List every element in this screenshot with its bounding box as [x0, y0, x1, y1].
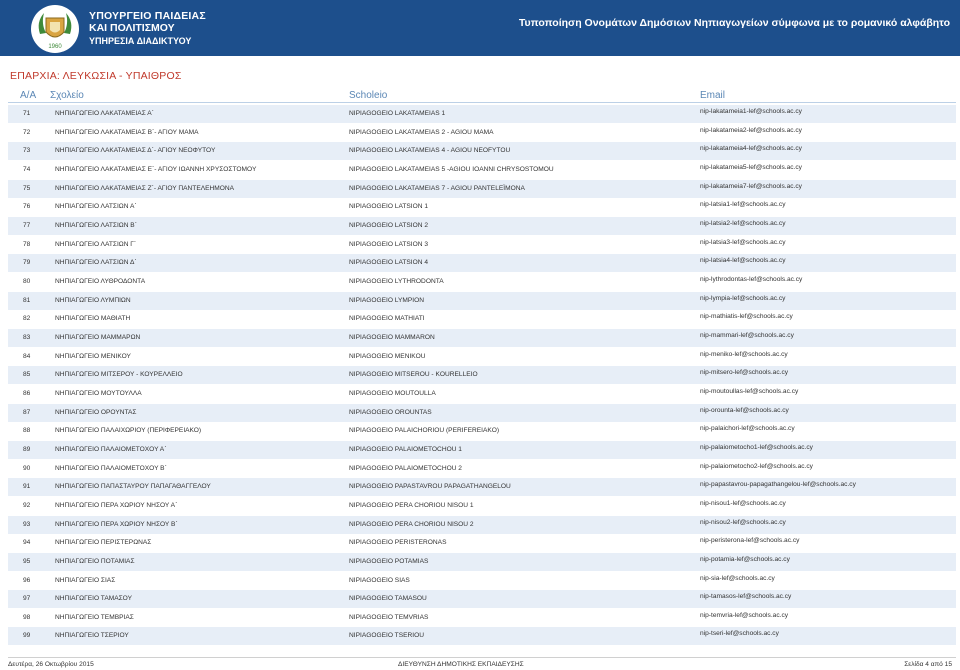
school-name-greek: ΝΗΠΙΑΓΩΓΕΙΟ ΛΑΚΑΤΑΜΕΙΑΣ Ζ΄- ΑΓΙΟΥ ΠΑΝΤΕΛΕΗΜΟΝΑ [55, 184, 235, 192]
table-row [8, 180, 956, 198]
table-row [8, 292, 956, 310]
school-name-latin: NIPIAGOGEIO TAMASOU [349, 595, 427, 603]
row-number: 80 [23, 277, 31, 285]
table-row [8, 497, 956, 515]
table-row [8, 460, 956, 478]
school-email: nip-latsia4-lef@schools.ac.cy [700, 257, 786, 265]
school-name-latin: NIPIAGOGEIO MAMMARON [349, 333, 435, 341]
row-number: 83 [23, 333, 31, 341]
school-name-latin: NIPIAGOGEIO PERA CHORIOU NISOU 2 [349, 520, 474, 528]
school-name-latin: NIPIAGOGEIO PAPASTAVROU PAPAGATHANGELOU [349, 483, 511, 491]
table-row [8, 609, 956, 627]
row-number: 97 [23, 595, 31, 603]
school-name-greek: ΝΗΠΙΑΓΩΓΕΙΟ ΠΕΡΑ ΧΩΡΙΟΥ ΝΗΣΟΥ Β΄ [55, 520, 178, 528]
row-number: 87 [23, 408, 31, 416]
school-name-greek: ΝΗΠΙΑΓΩΓΕΙΟ ΤΕΜΒΡΙΑΣ [55, 613, 134, 621]
table-row [8, 553, 956, 571]
school-name-latin: NIPIAGOGEIO PALAIOMETOCHOU 2 [349, 464, 462, 472]
school-email: nip-palaiometocho1-lef@schools.ac.cy [700, 443, 813, 451]
school-name-latin: NIPIAGOGEIO LYMPION [349, 296, 424, 304]
school-name-latin: NIPIAGOGEIO SIAS [349, 576, 410, 584]
page-header [0, 0, 960, 56]
school-email: nip-lakatameia1-lef@schools.ac.cy [700, 108, 802, 115]
header-divider [8, 102, 956, 103]
row-number: 99 [23, 632, 31, 640]
school-email: nip-papastavrou-papagathangelou-lef@schools.ac.cy [700, 481, 856, 489]
table-row [8, 534, 956, 552]
row-number: 89 [23, 445, 31, 453]
school-name-latin: NIPIAGOGEIO LAKATAMEIAS 7 - AGIOU PANTELEÏMONA [349, 184, 525, 192]
org-name-line1: ΥΠΟΥΡΓΕΙΟ ΠΑΙΔΕΙΑΣ [89, 10, 206, 22]
school-name-greek: ΝΗΠΙΑΓΩΓΕΙΟ ΛΑΚΑΤΑΜΕΙΑΣ Α΄ [55, 110, 154, 117]
row-number: 73 [23, 147, 31, 155]
table-row [8, 273, 956, 291]
school-name-greek: ΝΗΠΙΑΓΩΓΕΙΟ ΛΑΤΣΙΩΝ Γ΄ [55, 240, 137, 248]
school-name-greek: ΝΗΠΙΑΓΩΓΕΙΟ ΜΑΜΜΑΡΩΝ [55, 333, 141, 341]
school-name-greek: ΝΗΠΙΑΓΩΓΕΙΟ ΛΑΤΣΙΩΝ Α΄ [55, 203, 137, 211]
school-email: nip-lakatameia7-lef@schools.ac.cy [700, 182, 802, 190]
table-row [8, 478, 956, 496]
row-number: 93 [23, 520, 31, 528]
school-name-greek: ΝΗΠΙΑΓΩΓΕΙΟ ΠΑΛΑΙΧΩΡΙΟΥ (ΠΕΡΙΦΕΡΕΙΑΚΟ) [55, 427, 202, 435]
row-number: 76 [23, 203, 31, 211]
school-name-latin: NIPIAGOGEIO LAKATAMEIAS 2 - AGIOU MAMA [349, 128, 494, 136]
row-number: 91 [23, 483, 31, 491]
school-email: nip-sia-lef@schools.ac.cy [700, 574, 775, 582]
school-email: nip-mitsero-lef@schools.ac.cy [700, 369, 789, 377]
column-header-email: Email [700, 90, 726, 101]
table-row [8, 217, 956, 235]
column-header-latin-name: Scholeio [349, 90, 388, 101]
school-name-greek: ΝΗΠΙΑΓΩΓΕΙΟ ΤΑΜΑΣΟΥ [55, 595, 132, 603]
school-name-greek: ΝΗΠΙΑΓΩΓΕΙΟ ΛΑΚΑΤΑΜΕΙΑΣ Ε΄- ΑΓΙΟΥ ΙΩΑΝΝΗ ΧΡΥΣΟΣΤΟΜΟΥ [55, 165, 257, 173]
school-email: nip-lakatameia5-lef@schools.ac.cy [700, 163, 802, 171]
row-number: 86 [23, 389, 31, 397]
school-email: nip-latsia1-lef@schools.ac.cy [700, 201, 786, 209]
school-email: nip-latsia3-lef@schools.ac.cy [700, 238, 786, 246]
table-row [8, 236, 956, 254]
school-name-greek: ΝΗΠΙΑΓΩΓΕΙΟ ΠΑΠΑΣΤΑΥΡΟΥ ΠΑΠΑΓΑΘΑΓΓΕΛΟΥ [55, 483, 211, 491]
table-row [8, 161, 956, 179]
table-row [8, 404, 956, 422]
table-row [8, 254, 956, 272]
table-row [8, 366, 956, 384]
school-email: nip-moutoullas-lef@schools.ac.cy [700, 387, 799, 395]
school-name-latin: NIPIAGOGEIO LATSION 2 [349, 221, 429, 229]
school-email: nip-peristerona-lef@schools.ac.cy [700, 537, 800, 545]
school-name-greek: ΝΗΠΙΑΓΩΓΕΙΟ ΛΑΤΣΙΩΝ Β΄ [55, 221, 137, 229]
school-name-greek: ΝΗΠΙΑΓΩΓΕΙΟ ΠΕΡΑ ΧΩΡΙΟΥ ΝΗΣΟΥ Α΄ [55, 501, 178, 509]
row-number: 79 [23, 259, 31, 267]
column-header-number: Α/Α [20, 90, 37, 101]
table-row [8, 627, 956, 645]
school-name-latin: NIPIAGOGEIO LAKATAMEIAS 4 - AGIOU NEOFYTOU [349, 147, 511, 155]
table-row [8, 348, 956, 366]
row-number: 72 [23, 128, 31, 136]
school-name-latin: NIPIAGOGEIO PERISTERONAS [349, 539, 447, 547]
school-email: nip-latsia2-lef@schools.ac.cy [700, 219, 786, 227]
school-name-latin: NIPIAGOGEIO LATSION 4 [349, 259, 429, 267]
school-email: nip-lakatameia2-lef@schools.ac.cy [700, 126, 802, 134]
row-number: 92 [23, 501, 31, 509]
row-number: 82 [23, 315, 31, 323]
school-name-latin: NIPIAGOGEIO TEMVRIAS [349, 613, 429, 621]
school-name-latin: NIPIAGOGEIO TSERIOU [349, 632, 424, 640]
school-name-latin: NIPIAGOGEIO LAKATAMEIAS 1 [349, 110, 446, 117]
school-name-latin: NIPIAGOGEIO MITSEROU - KOURELLEIO [349, 371, 478, 379]
org-service-name: ΥΠΗΡΕΣΙΑ ΔΙΑΔΙΚΤΥΟΥ [89, 36, 192, 46]
row-number: 84 [23, 352, 31, 360]
school-name-latin: NIPIAGOGEIO PERA CHORIOU NISOU 1 [349, 501, 474, 509]
svg-text:1960: 1960 [48, 44, 62, 50]
row-number: 95 [23, 557, 31, 565]
school-name-greek: ΝΗΠΙΑΓΩΓΕΙΟ ΛΥΘΡΟΔΟΝΤΑ [55, 277, 146, 285]
school-name-greek: ΝΗΠΙΑΓΩΓΕΙΟ ΠΑΛΑΙΟΜΕΤΟΧΟΥ Α΄ [55, 445, 167, 453]
school-name-greek: ΝΗΠΙΑΓΩΓΕΙΟ ΣΙΑΣ [55, 576, 116, 584]
row-number: 94 [23, 539, 31, 547]
school-name-greek: ΝΗΠΙΑΓΩΓΕΙΟ ΠΑΛΑΙΟΜΕΤΟΧΟΥ Β΄ [55, 464, 167, 472]
school-email: nip-nisou2-lef@schools.ac.cy [700, 518, 786, 526]
school-name-latin: NIPIAGOGEIO MENIKOU [349, 352, 426, 360]
row-number: 85 [23, 371, 31, 379]
school-email: nip-lympia-lef@schools.ac.cy [700, 294, 786, 302]
school-name-greek: ΝΗΠΙΑΓΩΓΕΙΟ ΠΟΤΑΜΙΑΣ [55, 557, 135, 565]
school-name-greek: ΝΗΠΙΑΓΩΓΕΙΟ ΛΥΜΠΙΩΝ [55, 296, 131, 304]
column-header-greek-name: Σχολείο [50, 90, 84, 101]
school-name-greek: ΝΗΠΙΑΓΩΓΕΙΟ ΜΑΘΙΑΤΗ [55, 315, 131, 323]
row-number: 90 [23, 464, 31, 472]
table-row [8, 590, 956, 608]
school-name-latin: NIPIAGOGEIO MATHIATI [349, 315, 425, 323]
school-name-latin: NIPIAGOGEIO MOUTOULLA [349, 389, 436, 397]
footer-divider [8, 657, 956, 658]
row-number: 74 [23, 165, 31, 173]
table-row [8, 105, 956, 123]
school-name-greek: ΝΗΠΙΑΓΩΓΕΙΟ ΜΕΝΙΚΟΥ [55, 352, 131, 360]
footer-department: ΔΙΕΥΘΥΝΣΗ ΔΗΜΟΤΙΚΗΣ ΕΚΠΑΙΔΕΥΣΗΣ [398, 661, 524, 668]
school-name-latin: NIPIAGOGEIO POTAMIAS [349, 557, 429, 565]
school-name-greek: ΝΗΠΙΑΓΩΓΕΙΟ ΛΑΚΑΤΑΜΕΙΑΣ Β΄- ΑΓΙΟΥ ΜΑΜΑ [55, 128, 199, 136]
school-name-latin: NIPIAGOGEIO LYTHRODONTA [349, 277, 444, 285]
row-number: 71 [23, 110, 31, 117]
school-email: nip-palaichori-lef@schools.ac.cy [700, 425, 795, 433]
table-row [8, 310, 956, 328]
row-number: 88 [23, 427, 31, 435]
cyprus-emblem-icon [30, 4, 80, 54]
school-name-latin: NIPIAGOGEIO LATSION 3 [349, 240, 429, 248]
school-name-greek: ΝΗΠΙΑΓΩΓΕΙΟ ΟΡΟΥΝΤΑΣ [55, 408, 137, 416]
school-name-greek: ΝΗΠΙΑΓΩΓΕΙΟ ΠΕΡΙΣΤΕΡΩΝΑΣ [55, 539, 152, 547]
school-email: nip-nisou1-lef@schools.ac.cy [700, 499, 786, 507]
school-name-latin: NIPIAGOGEIO PALAIOMETOCHOU 1 [349, 445, 462, 453]
org-name-line2: ΚΑΙ ΠΟΛΙΤΙΣΜΟΥ [89, 22, 175, 34]
school-email: nip-temvria-lef@schools.ac.cy [700, 611, 789, 619]
school-name-greek: ΝΗΠΙΑΓΩΓΕΙΟ ΛΑΤΣΙΩΝ Δ΄ [55, 259, 137, 267]
table-row [8, 441, 956, 459]
school-name-greek: ΝΗΠΙΑΓΩΓΕΙΟ ΜΙΤΣΕΡΟΥ - ΚΟΥΡΕΛΛΕΙΟ [55, 371, 183, 379]
school-email: nip-tseri-lef@schools.ac.cy [700, 630, 779, 638]
school-email: nip-tamasos-lef@schools.ac.cy [700, 593, 792, 601]
school-name-latin: NIPIAGOGEIO PALAICHORIOU (PERIFEREIAKO) [349, 427, 500, 435]
school-name-greek: ΝΗΠΙΑΓΩΓΕΙΟ ΛΑΚΑΤΑΜΕΙΑΣ Δ΄- ΑΓΙΟΥ ΝΕΟΦΥΤΟΥ [55, 147, 216, 155]
table-row [8, 422, 956, 440]
row-number: 96 [23, 576, 31, 584]
table-row [8, 572, 956, 590]
table-row [8, 385, 956, 403]
table-row [8, 142, 956, 160]
row-number: 81 [23, 296, 31, 304]
row-number: 77 [23, 221, 31, 229]
row-number: 78 [23, 240, 31, 248]
school-email: nip-lakatameia4-lef@schools.ac.cy [700, 145, 802, 153]
row-number: 98 [23, 613, 31, 621]
row-number: 75 [23, 184, 31, 192]
school-name-greek: ΝΗΠΙΑΓΩΓΕΙΟ ΤΣΕΡΙΟΥ [55, 632, 129, 640]
school-name-latin: NIPIAGOGEIO LAKATAMEIAS 5 -AGIOU IOANNI CHRYSOSTOMOU [349, 165, 554, 173]
document-title: Τυποποίηση Ονομάτων Δημόσιων Νηπιαγωγείων σύμφωνα με το ρομανικό αλφάβητο [518, 17, 950, 29]
school-email: nip-mammari-lef@schools.ac.cy [700, 331, 794, 339]
school-email: nip-lythrodontas-lef@schools.ac.cy [700, 275, 803, 283]
table-row [8, 124, 956, 142]
school-name-latin: NIPIAGOGEIO OROUNTAS [349, 408, 432, 416]
school-email: nip-orounta-lef@schools.ac.cy [700, 406, 789, 414]
school-email: nip-meniko-lef@schools.ac.cy [700, 350, 788, 358]
school-email: nip-potamia-lef@schools.ac.cy [700, 555, 790, 563]
table-row [8, 516, 956, 534]
footer-page-number: Σελίδα 4 από 15 [904, 661, 952, 668]
school-name-latin: NIPIAGOGEIO LATSION 1 [349, 203, 429, 211]
footer-date: Δευτέρα, 26 Οκτωβρίου 2015 [8, 661, 94, 668]
table-row [8, 198, 956, 216]
school-name-greek: ΝΗΠΙΑΓΩΓΕΙΟ ΜΟΥΤΟΥΛΛΑ [55, 389, 142, 397]
school-email: nip-palaiometocho2-lef@schools.ac.cy [700, 462, 813, 470]
district-heading: ΕΠΑΡΧΙΑ: ΛΕΥΚΩΣΙΑ - ΥΠΑΙΘΡΟΣ [10, 70, 182, 82]
school-email: nip-mathiatis-lef@schools.ac.cy [700, 313, 793, 321]
table-row [8, 329, 956, 347]
